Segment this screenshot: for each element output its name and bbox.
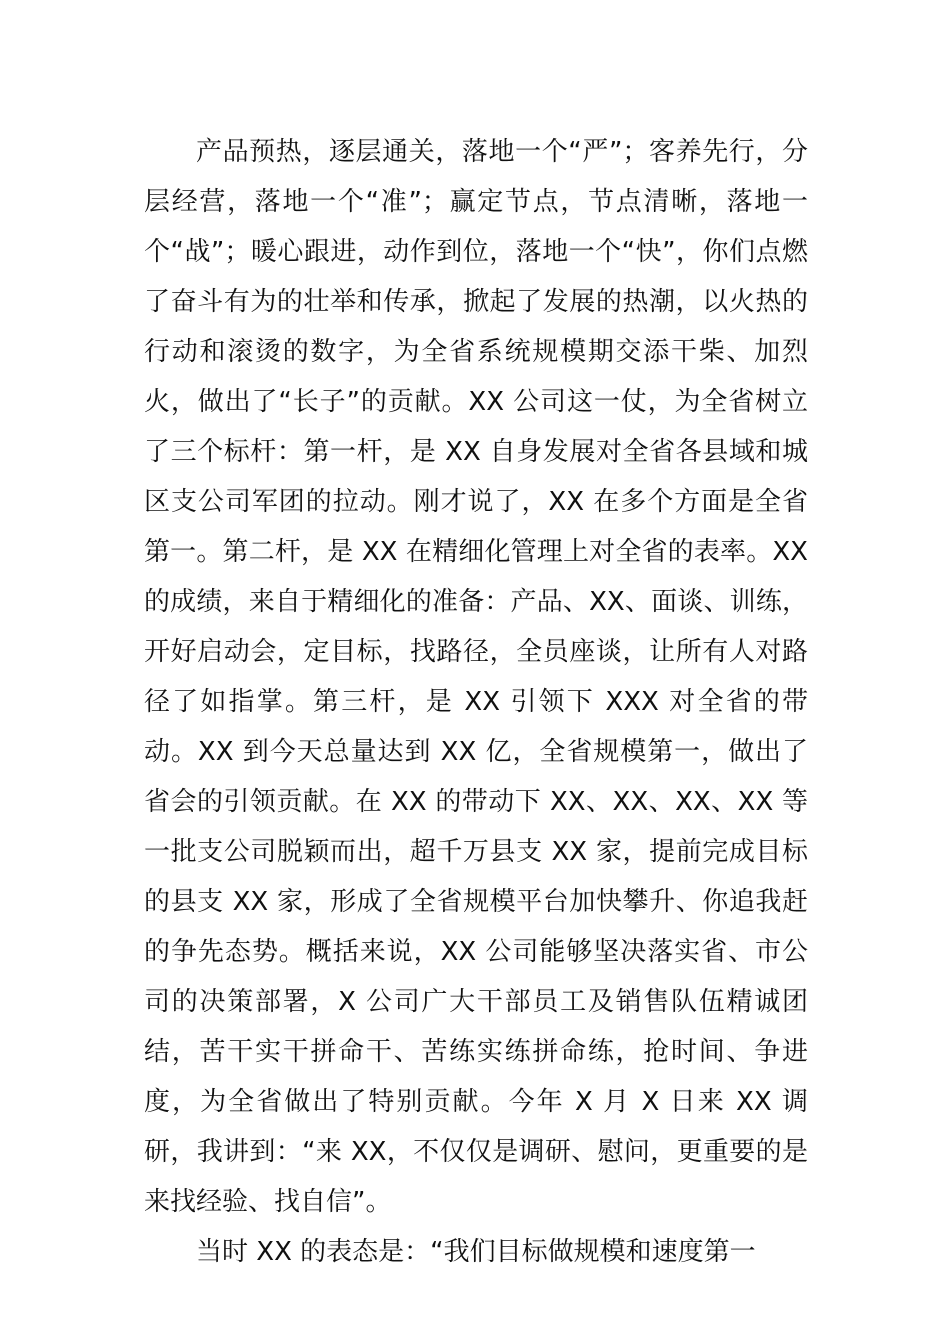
document-body <box>144 127 808 1277</box>
paragraph-1: 产品预热，逐层通关，落地一个“严”；客养先行，分层经营，落地一个“准”；赢定节点，节点清晰，落地一个“战”；暖心跟进，动作到位，落地一个“快”，你们点燃了奋斗有为的壮举和传承，掀起了发展的热潮，以火热的行动和滚烫的数字，为全省系统规模期交添干柴、加烈火，做出了“长子”的贡献。XX 公司这一仗，为全省树立了三个标杆：第一杆，是 XX 自身发展对全省各县域和城区支公司军团的拉动。刚才说了，XX 在多个方面是全省第一。第二杆，是 XX 在精细化管理上对全省的表率。XX 的成绩，来自于精细化的准备：产品、XX、面谈、训练，开好启动会，定目标，找路径，全员座谈，让所有人对路径了如指掌。第三杆，是 XX 引领下 XXX 对全省的带动。XX 到今天总量达到 XX 亿，全省规模第一，做出了省会的引领贡献。在 XX 的带动下 XX、XX、XX、XX 等一批支公司脱颖而出，超千万县支 XX 家，提前完成目标的县支 XX 家，形成了全省规模平台加快攀升、你追我赶的争先态势。概括来说，XX 公司能够坚决落实省、市公司的决策部署，X 公司广大干部员工及销售队伍精诚团结，苦干实干拼命干、苦练实练拼命练，抢时间、争进度，为全省做出了特别贡献。今年 X 月 X 日来 XX 调研，我讲到：“来 XX，不仅仅是调研、慰问，更重要的是来找经验、找自信”。 <box>144 137 808 1217</box>
paragraph-2: 当时 XX 的表态是：“我们目标做规模和速度第一 <box>196 1237 756 1267</box>
